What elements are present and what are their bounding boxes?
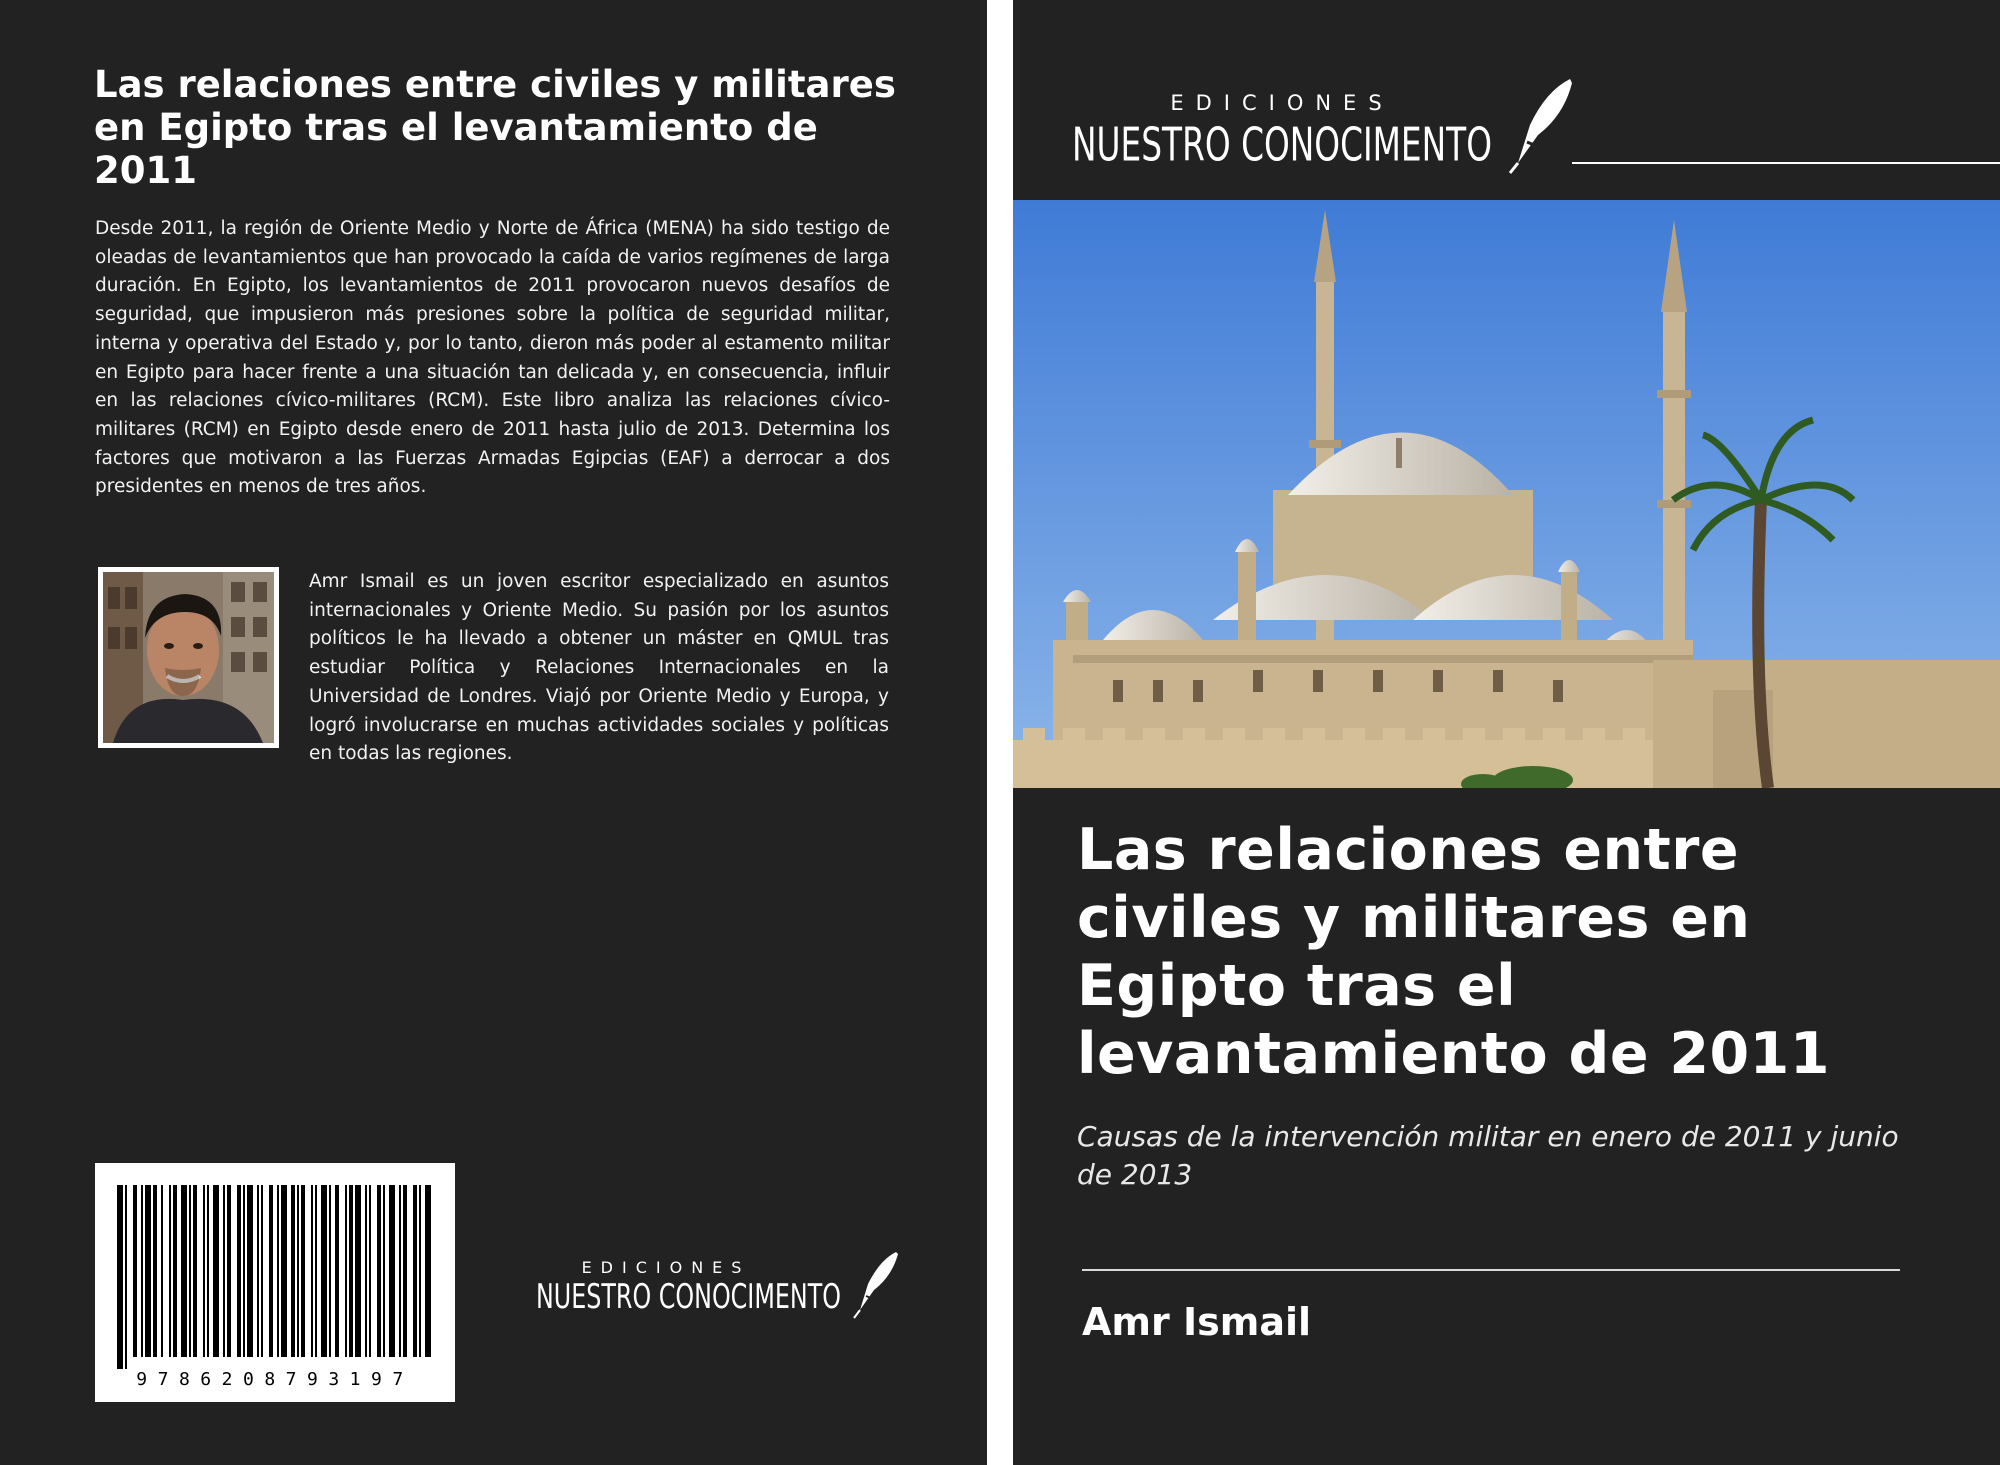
barcode-bar	[355, 1185, 361, 1357]
barcode-bar	[237, 1185, 241, 1357]
barcode-bar	[315, 1185, 317, 1357]
barcode-bar	[369, 1185, 371, 1357]
barcode-bar	[223, 1185, 225, 1357]
author-photo	[98, 567, 279, 748]
barcode-bar	[243, 1185, 245, 1357]
barcode-bar	[169, 1185, 171, 1357]
barcode-bar	[181, 1185, 187, 1357]
barcode-bar	[277, 1185, 279, 1357]
barcode-bar	[349, 1185, 353, 1357]
barcode-bar	[125, 1185, 127, 1369]
barcode-bar	[345, 1185, 347, 1357]
barcode-bar	[269, 1185, 273, 1357]
barcode-bar	[301, 1185, 305, 1357]
barcode-bar	[413, 1185, 417, 1357]
cover-photo-mosque	[1013, 200, 2000, 788]
back-cover-blurb: Desde 2011, la región de Oriente Medio y Norte de África (MENA) ha sido testigo de oleadas de levantamientos que han provocado la caída de varios regímenes de larga duración. En Egipto, los levantamientos de 2011 provocaron nuevos desafíos de seguridad, que impusieron más presiones sobre la política de seguridad militar, interna y operativa del Estado y, por lo tanto, dieron más poder al estamento militar en Egipto para hacer frente a una situación tan delicada y, en consecuencia, influir en las relaciones cívico-militares (RCM). Este libro analiza las relaciones cívico-militares (RCM) en Egipto desde enero de 2011 hasta julio de 2013. Determina los factores que motivaron a las Fuerzas Armadas Egipcias (EAF) a derrocar a dos presidentes en menos de tres años.	[95, 218, 890, 498]
barcode-bar	[203, 1185, 205, 1357]
publisher-logo-rule	[1572, 162, 2000, 164]
barcode-bar	[321, 1185, 327, 1357]
barcode-bar	[261, 1185, 263, 1357]
barcode-graphic	[95, 1163, 455, 1402]
barcode-bar	[419, 1185, 421, 1357]
back-cover-title: Las relaciones entre civiles y militares en Egipto tras el levantamiento de 2011	[94, 63, 896, 192]
barcode-bar	[257, 1185, 259, 1357]
barcode-bar	[207, 1185, 209, 1357]
publisher-logo-line2: NUESTRO CONOCIMENTO	[536, 1277, 841, 1318]
barcode-bar	[281, 1185, 287, 1357]
author-portrait-image	[103, 572, 274, 743]
barcode-bar	[365, 1185, 367, 1357]
barcode-bar	[389, 1185, 395, 1357]
back-cover	[0, 0, 987, 1465]
barcode-bar	[383, 1185, 385, 1357]
barcode-bar	[399, 1185, 401, 1357]
barcode-bar	[425, 1185, 431, 1357]
barcode-bar	[297, 1185, 299, 1357]
barcode-bar	[141, 1185, 143, 1357]
barcode-bar	[291, 1185, 295, 1357]
front-cover-author: Amr Ismail	[1082, 1300, 1312, 1344]
barcode-bar	[335, 1185, 339, 1357]
publisher-logo-line1: EDICIONES	[581, 1258, 751, 1277]
publisher-logo-back	[536, 1250, 906, 1320]
barcode-bar	[153, 1185, 157, 1357]
barcode-bar	[161, 1185, 163, 1357]
barcode-bar	[213, 1185, 219, 1357]
mosque-illustration	[1013, 200, 2000, 788]
barcode-bar	[193, 1185, 197, 1357]
fountain-pen-icon	[1510, 79, 1572, 173]
barcode-bar	[145, 1185, 151, 1357]
barcode-bar	[329, 1185, 331, 1357]
barcode-bar	[403, 1185, 407, 1357]
barcode-bar	[133, 1185, 137, 1357]
front-cover-title: Las relaciones entre civiles y militares en Egipto tras el levantamiento de 2011	[1077, 817, 1830, 1087]
publisher-logo-line1: EDICIONES	[1170, 91, 1394, 115]
barcode-bar	[189, 1185, 191, 1357]
barcode-bar	[247, 1185, 253, 1357]
isbn-digits: 9786208793197	[136, 1369, 414, 1390]
fountain-pen-icon	[854, 1252, 898, 1318]
author-bio: Amr Ismail es un joven escritor especializado en asuntos internacionales y Oriente Medio. Su pasión por los asuntos políticos le ha llevado a obtener un máster en QMUL tras estudiar Política y Relaciones Internacionales en la Universidad de Londres. Viajó por Oriente Medio y Europa, y logró involucrarse en muchas actividades sociales y políticas en todas las regiones.	[309, 571, 889, 765]
author-separator-rule	[1082, 1269, 1900, 1271]
isbn-barcode	[95, 1163, 455, 1402]
barcode-bar	[227, 1185, 231, 1357]
publisher-logo-front	[1072, 73, 1572, 173]
barcode-bar	[311, 1185, 313, 1357]
front-cover-subtitle: Causas de la intervención militar en enero de 2011 y junio de 2013	[1077, 1120, 1899, 1191]
publisher-logo-line2: NUESTRO CONOCIMENTO	[1072, 118, 1492, 173]
barcode-bar	[117, 1185, 123, 1369]
barcode-bar	[173, 1185, 177, 1357]
barcode-bar	[377, 1185, 381, 1357]
